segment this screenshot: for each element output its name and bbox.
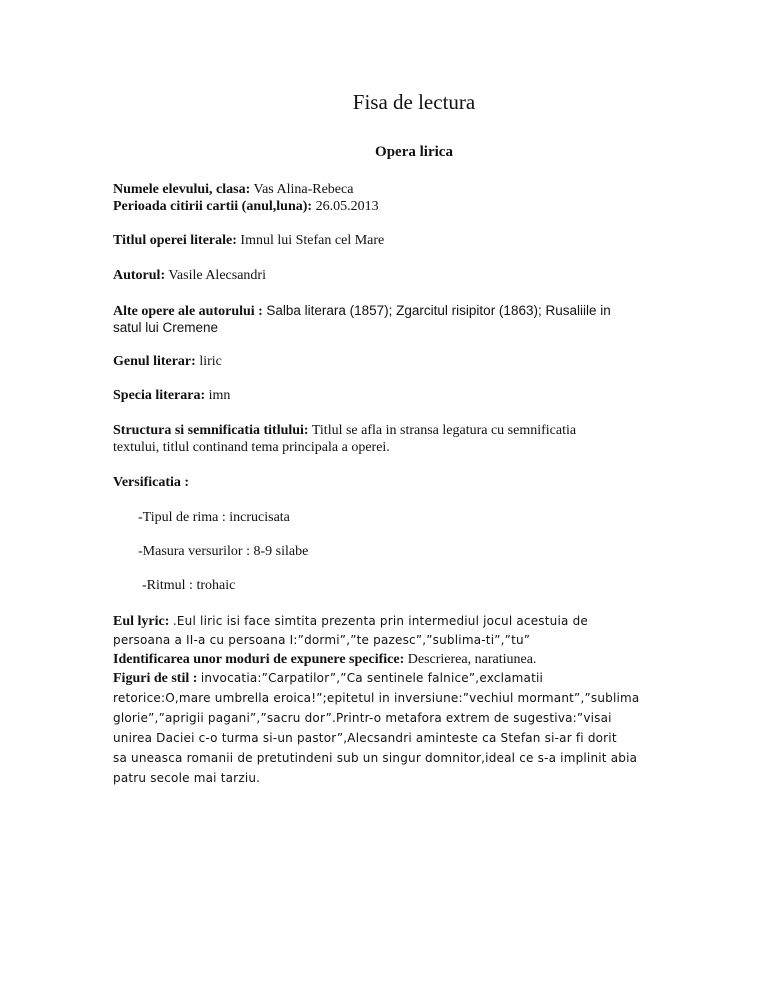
rhyme-item: -Tipul de rima : incrucisata — [138, 510, 290, 525]
page-title: Fisa de lectura — [352, 90, 476, 114]
work-title-value: Imnul lui Stefan cel Mare — [240, 233, 385, 248]
page-subtitle: Opera lirica — [375, 144, 453, 160]
genre-row — [113, 353, 653, 370]
period-value: 26.05.2013 — [315, 199, 379, 214]
author-label: Autorul: — [113, 268, 166, 283]
figures-line-3: glorie”,”aprigii pagani”,”sacru dor”.Printr-o metafora extrem de sugestiva:”visai — [113, 711, 612, 725]
lyric-self-value-continued: persoana a II-a cu persoana I:”dormi”,”te pazesc”,”sublima-ti”,”tu” — [113, 633, 531, 647]
exposition-value: Descrierea, naratiunea. — [407, 652, 537, 667]
species-row — [113, 387, 653, 404]
genre-label: Genul literar: — [113, 354, 196, 369]
figures-line-4: unirea Daciei c-o turma si-un pastor”,Alecsandri aminteste ca Stefan si-ar fi dorit — [113, 731, 617, 745]
exposition-label: Identificarea unor moduri de expunere specifice: — [113, 652, 405, 667]
structure-row — [113, 422, 653, 439]
work-title-label: Titlul operei literale: — [113, 233, 237, 248]
other-works-value-continued: satul lui Cremene — [113, 320, 219, 335]
period-row — [113, 198, 653, 215]
genre-value: liric — [199, 354, 222, 369]
lyric-self-value: .Eul liric isi face simtita prezenta prin intermediul jocul acestuia de — [172, 614, 588, 628]
lyric-self-row — [113, 613, 653, 630]
other-works-row — [113, 302, 653, 320]
figures-line-5: sa uneasca romanii de pretutindeni sub un singur domnitor,ideal ce s-a implinit abia — [113, 751, 638, 765]
structure-value-continued: textului, titlul continand tema principala a operei. — [113, 440, 390, 455]
work-title-row — [113, 232, 653, 249]
figures-label: Figuri de stil : — [113, 671, 198, 686]
author-value: Vasile Alecsandri — [168, 268, 266, 283]
period-label: Perioada citirii cartii (anul,luna): — [113, 199, 313, 214]
measure-item: -Masura versurilor : 8-9 silabe — [138, 544, 309, 559]
species-value: imn — [208, 388, 231, 403]
structure-label: Structura si semnificatia titlului: — [113, 423, 309, 438]
figures-line-2: retorice:O,mare umbrella eroica!”;epitetul in inversiune:”vechiul mormant”,”sublima — [113, 691, 640, 705]
rhythm-item: -Ritmul : trohaic — [142, 578, 236, 593]
versification-label: Versificatia : — [113, 475, 190, 490]
student-value: Vas Alina-Rebeca — [253, 182, 354, 197]
structure-value: Titlul se afla in stransa legatura cu semnificatia — [311, 423, 577, 438]
student-row — [113, 181, 653, 198]
author-row — [113, 267, 653, 284]
other-works-label: Alte opere ale autorului : — [113, 304, 263, 319]
figures-row — [113, 670, 653, 687]
lyric-self-label: Eul lyric: — [113, 614, 170, 629]
figures-line-1: invocatia:”Carpatilor”,”Ca sentinele falnice”,exclamatii — [200, 671, 544, 685]
other-works-value: Salba literara (1857); Zgarcitul risipitor (1863); Rusaliile in — [266, 303, 611, 318]
exposition-row — [113, 651, 653, 668]
student-label: Numele elevului, clasa: — [113, 182, 251, 197]
species-label: Specia literara: — [113, 388, 206, 403]
figures-line-6: patru secole mai tarziu. — [113, 771, 261, 785]
